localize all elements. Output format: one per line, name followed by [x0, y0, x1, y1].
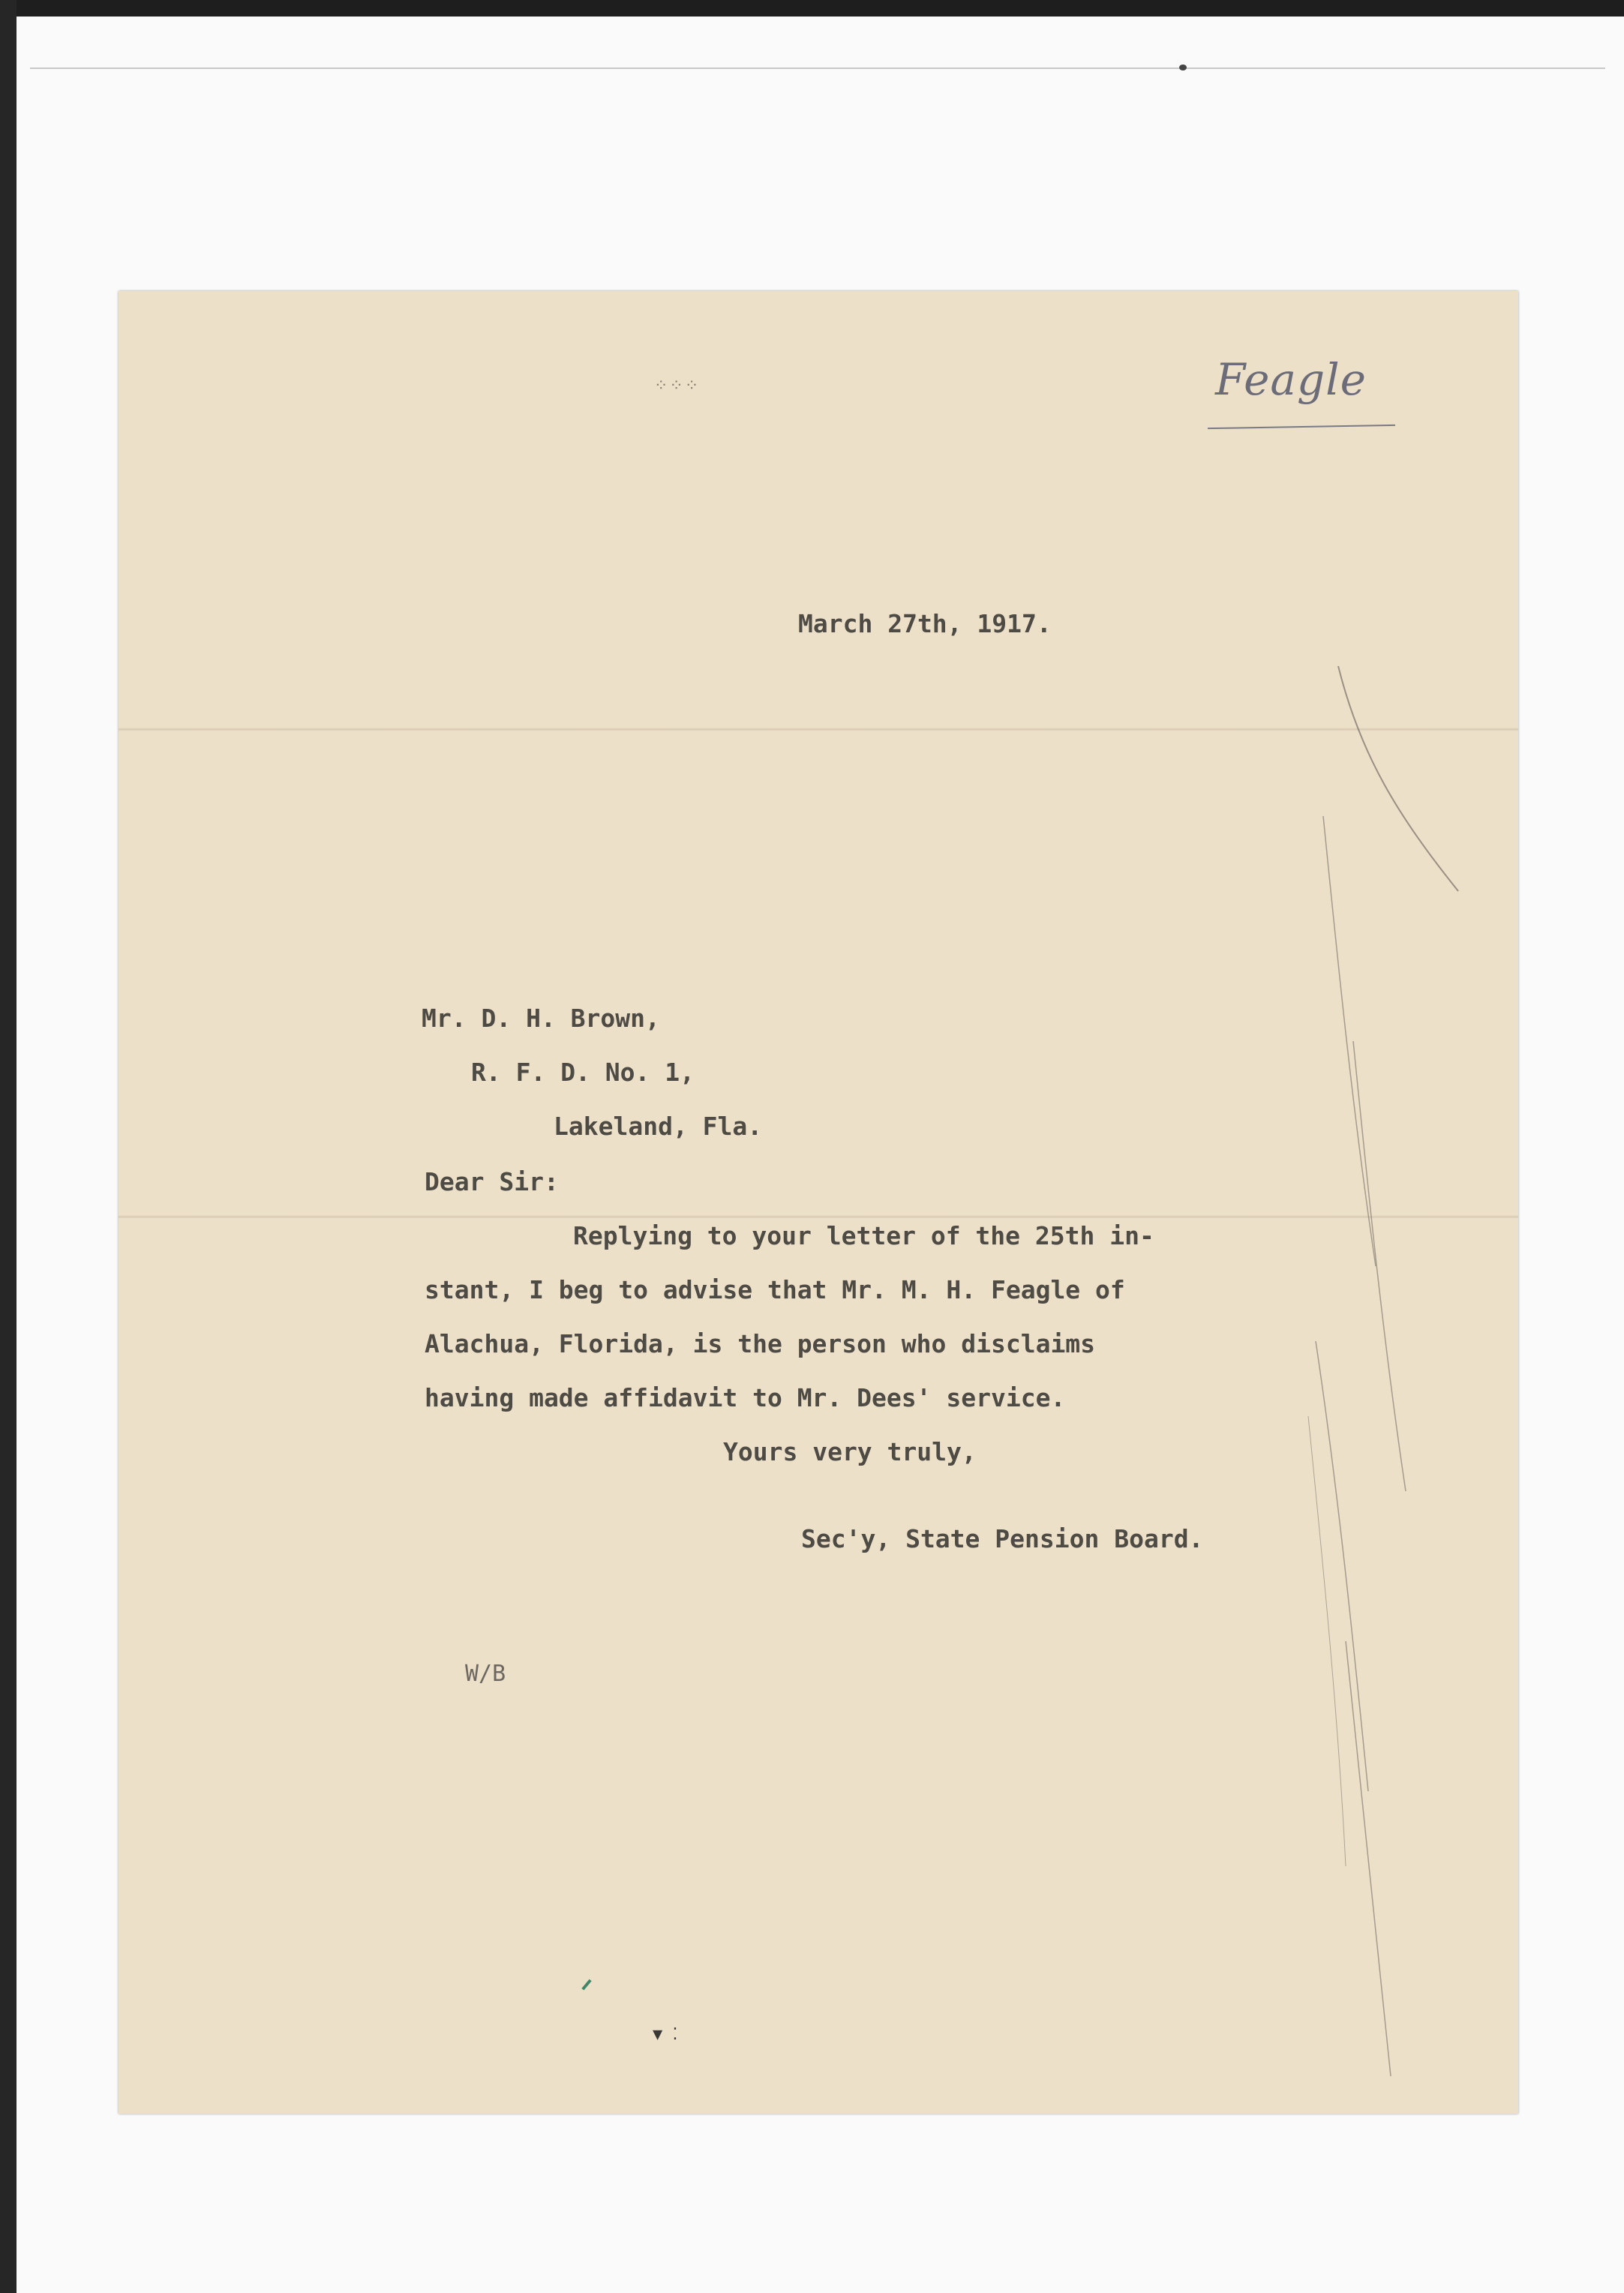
scanner-dust-speck: [1179, 65, 1187, 71]
closing: Yours very truly,: [723, 1437, 977, 1466]
letter-date: March 27th, 1917.: [798, 609, 1052, 638]
body-line: stant, I beg to advise that Mr. M. H. Feagle of: [425, 1275, 1125, 1304]
scanner-top-edge: [0, 0, 1624, 17]
recipient-city: Lakeland, Fla.: [554, 1112, 763, 1141]
scanner-bed-line: [30, 68, 1605, 69]
salutation: Dear Sir:: [425, 1167, 559, 1196]
signature-title: Sec'y, State Pension Board.: [801, 1524, 1204, 1553]
letter-paper: [119, 291, 1518, 2114]
body-line: Replying to your letter of the 25th in-: [573, 1221, 1154, 1250]
typist-initials: W/B: [465, 1661, 506, 1687]
handwritten-name: Feagle: [1215, 354, 1367, 405]
body-line: having made affidavit to Mr. Dees' service.: [425, 1383, 1066, 1412]
body-line: Alachua, Florida, is the person who disclaims: [425, 1329, 1096, 1358]
scanner-left-edge: [0, 0, 17, 2293]
green-ink-mark: [581, 1979, 591, 1991]
faint-stamp-mark: ⁘⁘⁘: [654, 377, 701, 395]
recipient-name: Mr. D. H. Brown,: [422, 1004, 660, 1033]
faint-bottom-mark: ▼ ⁚: [653, 2025, 678, 2044]
handwritten-underline: [1208, 425, 1395, 429]
recipient-route: R. F. D. No. 1,: [471, 1058, 695, 1087]
paper-edge-wear: [1293, 666, 1473, 2091]
